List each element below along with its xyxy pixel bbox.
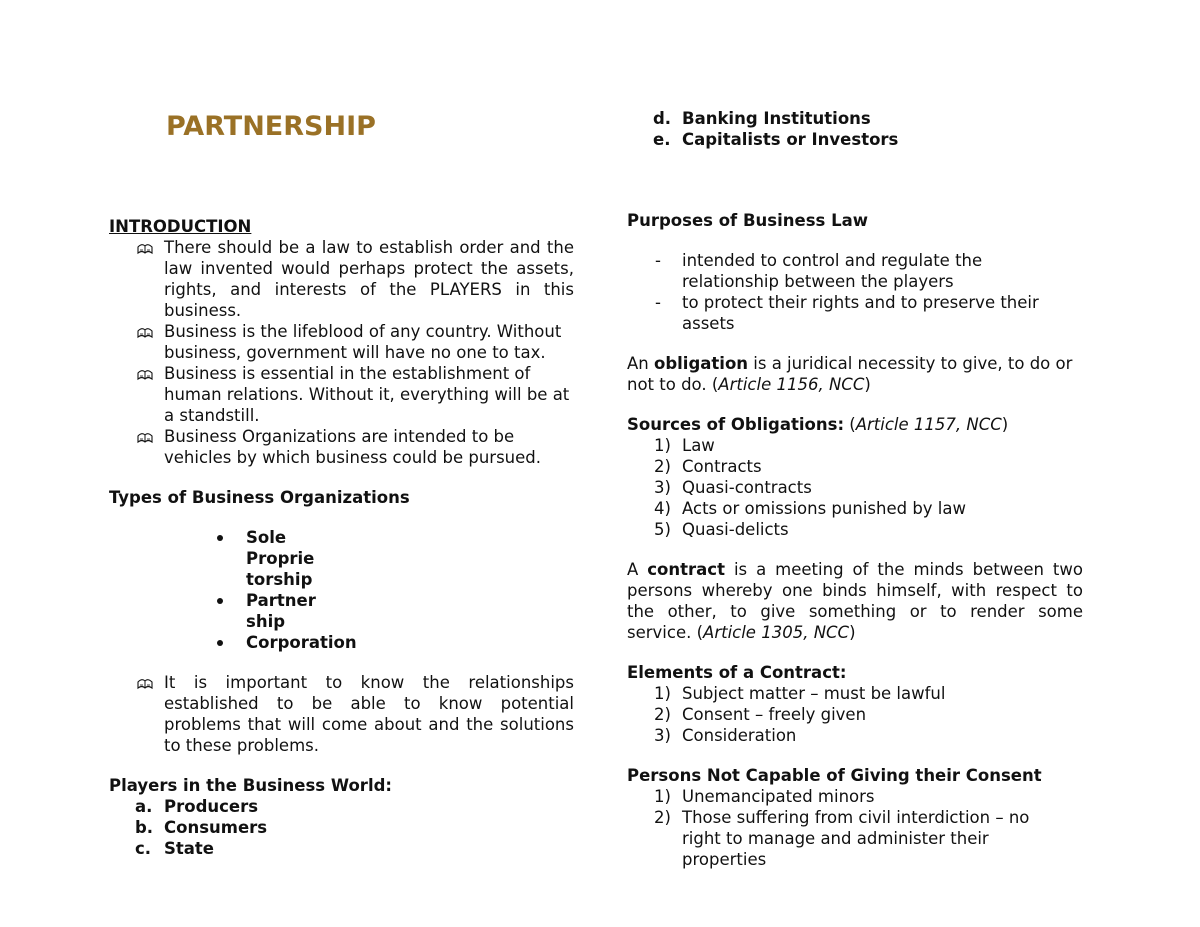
person-text: Unemancipated minors xyxy=(682,787,875,806)
dash-marker: - xyxy=(655,293,661,312)
introduction-heading: INTRODUCTION xyxy=(109,217,252,236)
list-item xyxy=(109,527,341,590)
bullet-icon xyxy=(217,598,223,604)
element-text: Consent – freely given xyxy=(682,705,867,724)
list-number: 2) xyxy=(654,457,671,476)
source-text: Contracts xyxy=(682,457,762,476)
list-number: 1) xyxy=(654,436,671,455)
obligation-citation: Article 1156, NCC xyxy=(718,375,865,394)
list-number: 5) xyxy=(654,520,671,539)
left-column xyxy=(109,108,574,859)
intro-item-text: There should be a law to establish order and the law invented would perhaps protect the assets, rights, and interests of the PLAYERS in this business. xyxy=(164,238,574,320)
right-column xyxy=(627,108,1083,870)
contract-pre: A xyxy=(627,560,648,579)
elements-heading: Elements of a Contract: xyxy=(627,663,847,682)
purpose-text: intended to control and regulate the relationship between the players xyxy=(682,251,983,291)
player-label: Banking Institutions xyxy=(682,109,871,128)
list-marker: e. xyxy=(653,130,671,149)
sources-open: ( xyxy=(844,415,856,434)
player-label: State xyxy=(164,839,214,858)
intro-item-text: Business Organizations are intended to be vehicles by which business could be pursued. xyxy=(164,427,541,467)
elements-list xyxy=(627,683,1083,746)
sources-heading: Sources of Obligations: xyxy=(627,415,845,434)
list-item xyxy=(627,456,1083,477)
dash-marker: - xyxy=(655,251,661,270)
obligation-close: ) xyxy=(864,375,871,394)
list-item xyxy=(627,498,1083,519)
persons-list xyxy=(627,786,1083,870)
contract-close: ) xyxy=(849,623,856,642)
list-item xyxy=(627,250,1083,292)
introduction-list xyxy=(109,237,574,468)
list-item xyxy=(627,683,1083,704)
list-number: 4) xyxy=(654,499,671,518)
source-text: Law xyxy=(682,436,715,455)
list-item xyxy=(109,363,574,426)
player-label: Consumers xyxy=(164,818,268,837)
type-label: Partner ship xyxy=(246,591,316,631)
list-item xyxy=(627,725,1083,746)
list-number: 1) xyxy=(654,787,671,806)
list-number: 2) xyxy=(654,808,671,827)
sources-heading-line xyxy=(627,414,1083,435)
contract-term: contract xyxy=(647,560,725,579)
list-item xyxy=(109,237,574,321)
source-text: Quasi-delicts xyxy=(682,520,789,539)
list-marker: b. xyxy=(135,818,154,837)
players-list-continued xyxy=(627,108,1083,150)
list-number: 1) xyxy=(654,684,671,703)
contract-definition xyxy=(627,559,1083,643)
list-number: 3) xyxy=(654,478,671,497)
list-item xyxy=(109,590,341,632)
players-heading: Players in the Business World: xyxy=(109,776,393,795)
book-icon xyxy=(137,321,153,339)
book-icon xyxy=(137,363,153,381)
purposes-list xyxy=(627,250,1083,334)
element-text: Consideration xyxy=(682,726,797,745)
types-list xyxy=(109,527,574,653)
list-marker: a. xyxy=(135,797,153,816)
list-item xyxy=(109,321,574,363)
purposes-heading: Purposes of Business Law xyxy=(627,211,868,230)
list-item xyxy=(627,519,1083,540)
list-item xyxy=(627,129,1083,150)
list-item xyxy=(109,632,406,653)
sources-list xyxy=(627,435,1083,540)
book-icon xyxy=(137,426,153,444)
book-icon xyxy=(137,237,153,255)
bullet-icon xyxy=(217,535,223,541)
list-number: 2) xyxy=(654,705,671,724)
obligation-definition xyxy=(627,353,1083,395)
list-item xyxy=(627,704,1083,725)
player-label: Capitalists or Investors xyxy=(682,130,899,149)
list-item xyxy=(627,786,1083,807)
types-heading: Types of Business Organizations xyxy=(109,488,410,507)
sources-close: ) xyxy=(1001,415,1009,434)
list-number: 3) xyxy=(654,726,671,745)
type-label: Sole Proprie torship xyxy=(246,528,315,589)
list-item xyxy=(627,108,1083,129)
contract-text: is a meeting of the minds between two persons whereby one binds himself, with respect to the other, to give something or to render some service. ( xyxy=(627,560,1083,642)
list-item xyxy=(109,817,574,838)
list-item xyxy=(109,796,574,817)
list-item xyxy=(627,477,1083,498)
persons-heading: Persons Not Capable of Giving their Consent xyxy=(627,766,1042,785)
list-item xyxy=(627,292,1083,334)
purpose-text: to protect their rights and to preserve their assets xyxy=(682,293,1039,333)
intro-item-text: Business is the lifeblood of any country. Without business, government will have no one to tax. xyxy=(164,322,562,362)
obligation-term: obligation xyxy=(654,354,749,373)
document-title: PARTNERSHIP xyxy=(166,111,376,142)
person-text: Those suffering from civil interdiction – no right to manage and administer their properties xyxy=(682,808,1030,869)
element-text: Subject matter – must be lawful xyxy=(682,684,946,703)
intro-item-text: Business is essential in the establishment of human relations. Without it, everything will be at a standstill. xyxy=(164,364,570,425)
source-text: Quasi-contracts xyxy=(682,478,812,497)
list-item xyxy=(109,838,574,859)
type-label: Corporation xyxy=(246,633,357,652)
contract-citation: Article 1305, NCC xyxy=(703,623,850,642)
list-item xyxy=(627,435,1083,456)
list-item xyxy=(109,426,574,468)
book-icon xyxy=(137,672,153,690)
source-text: Acts or omissions punished by law xyxy=(682,499,966,518)
players-list xyxy=(109,796,574,859)
sources-citation: Article 1157, NCC xyxy=(855,415,1002,434)
list-item xyxy=(627,807,1062,870)
obligation-text: is a juridical necessity to give, to do or not to do. ( xyxy=(627,354,1073,394)
types-note xyxy=(109,672,574,756)
player-label: Producers xyxy=(164,797,259,816)
types-note-text: It is important to know the relationships established to be able to know potential problems that will come about and the solutions to these problems. xyxy=(164,673,574,755)
list-marker: d. xyxy=(653,109,672,128)
obligation-pre: An xyxy=(627,354,654,373)
list-marker: c. xyxy=(135,839,152,858)
bullet-icon xyxy=(217,640,223,646)
